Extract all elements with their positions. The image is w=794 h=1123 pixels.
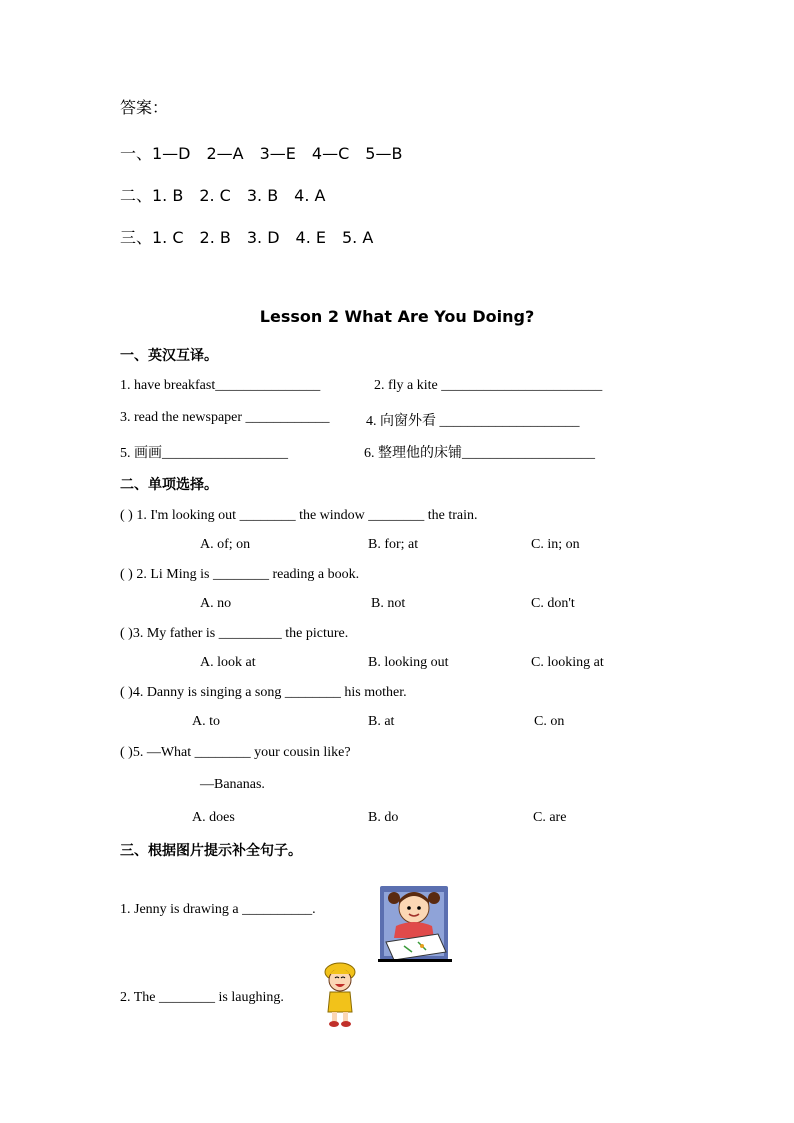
sec1-item-4: 4. 向窗外看 ____________________	[366, 414, 580, 429]
sec1-item-2: 2. fly a kite _______________________	[374, 378, 603, 393]
sec3-item-1: 1. Jenny is drawing a __________.	[120, 902, 316, 917]
sec3-item-2: 2. The ________ is laughing.	[120, 990, 284, 1005]
sec1-item-6: 6. 整理他的床铺___________________	[364, 446, 595, 461]
q5-option-a: A. does	[192, 810, 235, 825]
q3-option-b: B. looking out	[368, 655, 449, 670]
q5-stem: ( )5. —What ________ your cousin like?	[120, 745, 351, 760]
lesson-title: Lesson 2 What Are You Doing?	[259, 307, 535, 326]
section-2-heading: 二、单项选择。	[120, 477, 218, 493]
girl-drawing-picture	[378, 882, 452, 964]
q1-stem: ( ) 1. I'm looking out ________ the window ________ the train.	[120, 508, 478, 523]
answer-line-2: 二、1. B 2. C 3. B 4. A	[120, 186, 326, 205]
sec1-item-3: 3. read the newspaper ____________	[120, 410, 330, 425]
answer-heading: 答案：	[120, 98, 169, 117]
section-3-heading: 三、根据图片提示补全句子。	[120, 843, 302, 859]
girl-drawing-illustration	[378, 882, 452, 964]
q1-option-b: B. for; at	[368, 537, 419, 552]
q4-option-a: A. to	[192, 714, 220, 729]
laughing-girl-illustration	[318, 960, 362, 1030]
q1-option-a: A. of; on	[200, 537, 251, 552]
q5-option-c: C. are	[533, 810, 567, 825]
q4-option-b: B. at	[368, 714, 395, 729]
laughing-girl-picture	[318, 960, 362, 1030]
q1-option-c: C. in; on	[531, 537, 580, 552]
answer-line-3: 三、1. C 2. B 3. D 4. E 5. A	[120, 228, 374, 247]
q3-option-a: A. look at	[200, 655, 256, 670]
q2-option-b: B. not	[371, 596, 406, 611]
section-1-heading: 一、英汉互译。	[120, 348, 218, 364]
q2-option-c: C. don't	[531, 596, 575, 611]
q4-stem: ( )4. Danny is singing a song ________ his mother.	[120, 685, 407, 700]
q5-option-b: B. do	[368, 810, 399, 825]
answer-line-1: 一、1—D 2—A 3—E 4—C 5—B	[120, 144, 403, 163]
sec1-item-1: 1. have breakfast_______________	[120, 378, 321, 393]
q2-option-a: A. no	[200, 596, 232, 611]
q3-stem: ( )3. My father is _________ the picture.	[120, 626, 349, 641]
q4-option-c: C. on	[534, 714, 565, 729]
q5-reply: —Bananas.	[200, 777, 265, 792]
q3-option-c: C. looking at	[531, 655, 604, 670]
q2-stem: ( ) 2. Li Ming is ________ reading a book.	[120, 567, 360, 582]
sec1-item-5: 5. 画画__________________	[120, 446, 288, 461]
